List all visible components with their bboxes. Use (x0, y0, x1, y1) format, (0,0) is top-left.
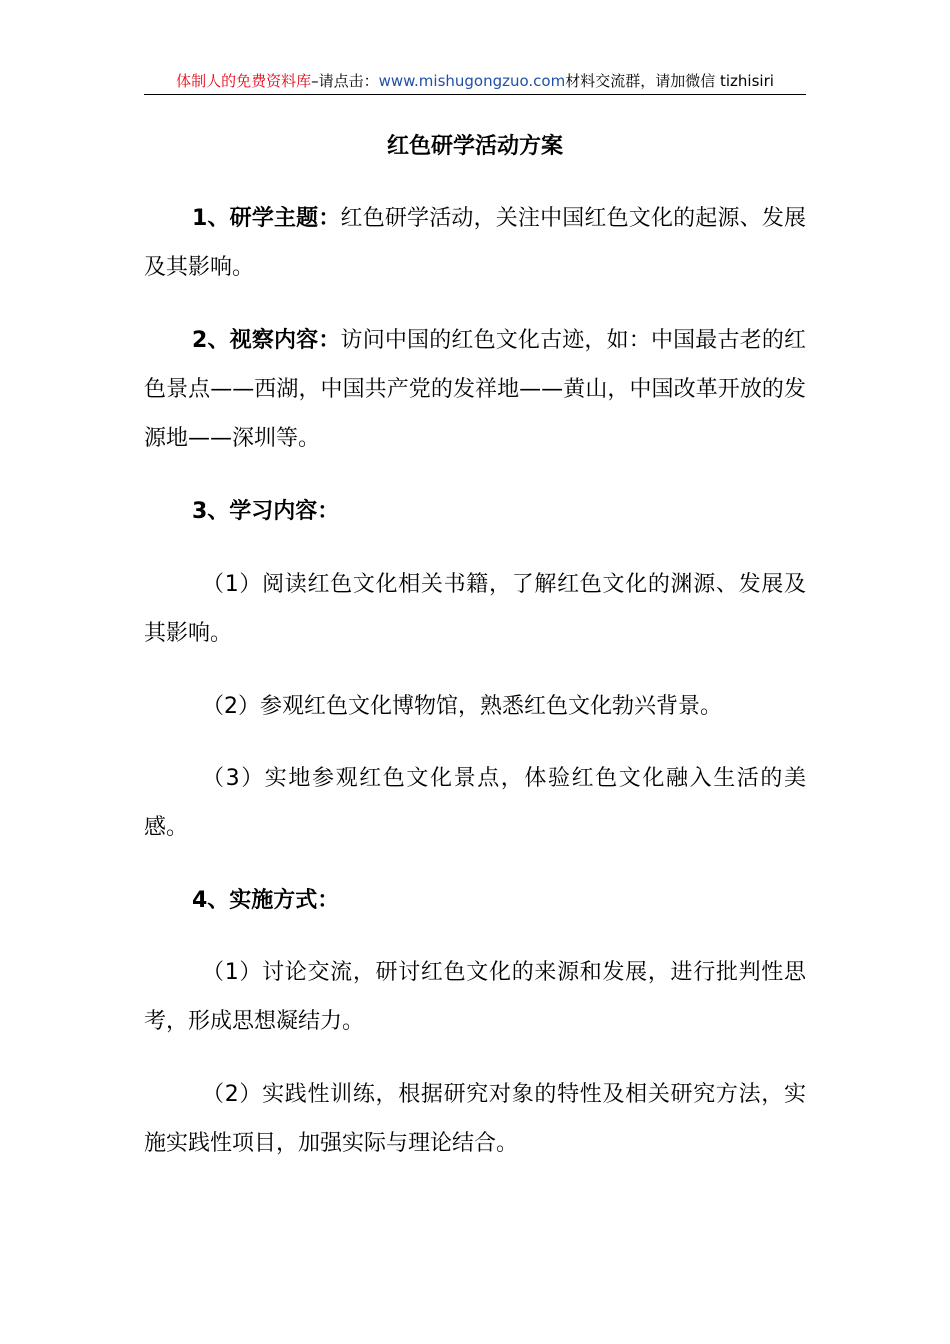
section-3-item-2: （2）参观红色文化博物馆，熟悉红色文化勃兴背景。 (202, 694, 722, 719)
section-2-heading: 2、视察内容： (192, 328, 341, 353)
header-brand: 体制人的免费资料库 (176, 72, 312, 90)
header-url-link[interactable]: www.mishugongzuo.com (378, 72, 566, 90)
section-4-heading: 4、实施方式： (192, 888, 340, 913)
section-2-paragraph (144, 316, 806, 463)
header-separator: –请点击： (311, 72, 379, 90)
section-2-text: 访问中国的红色文化古迹，如：中国最古老的红色景点——西湖，中国共产党的发祥地——黄山，中国改革开放的发源地——深圳等。 (144, 328, 806, 451)
section-4-paragraph (144, 876, 806, 925)
section-3-heading: 3、学习内容： (192, 499, 340, 524)
section-1-paragraph (144, 194, 806, 292)
section-3-paragraph (144, 487, 806, 536)
page-header (144, 70, 806, 95)
header-tail: 材料交流群，请加微信 tizhisiri (565, 72, 774, 90)
section-3-item-3: （3）实地参观红色文化景点，体验红色文化融入生活的美感。 (144, 766, 806, 840)
section-4-item-2: （2）实践性训练，根据研究对象的特性及相关研究方法，实施实践性项目，加强实际与理论结合。 (144, 1082, 806, 1156)
section-4-item-1: （1）讨论交流，研讨红色文化的来源和发展，进行批判性思考，形成思想凝结力。 (144, 960, 806, 1034)
document-title: 红色研学活动方案 (386, 134, 563, 159)
section-3-item-1: （1）阅读红色文化相关书籍，了解红色文化的渊源、发展及其影响。 (144, 572, 806, 646)
section-1-heading: 1、研学主题： (192, 206, 341, 231)
section-1-text: 红色研学活动，关注中国红色文化的起源、发展及其影响。 (144, 206, 806, 280)
